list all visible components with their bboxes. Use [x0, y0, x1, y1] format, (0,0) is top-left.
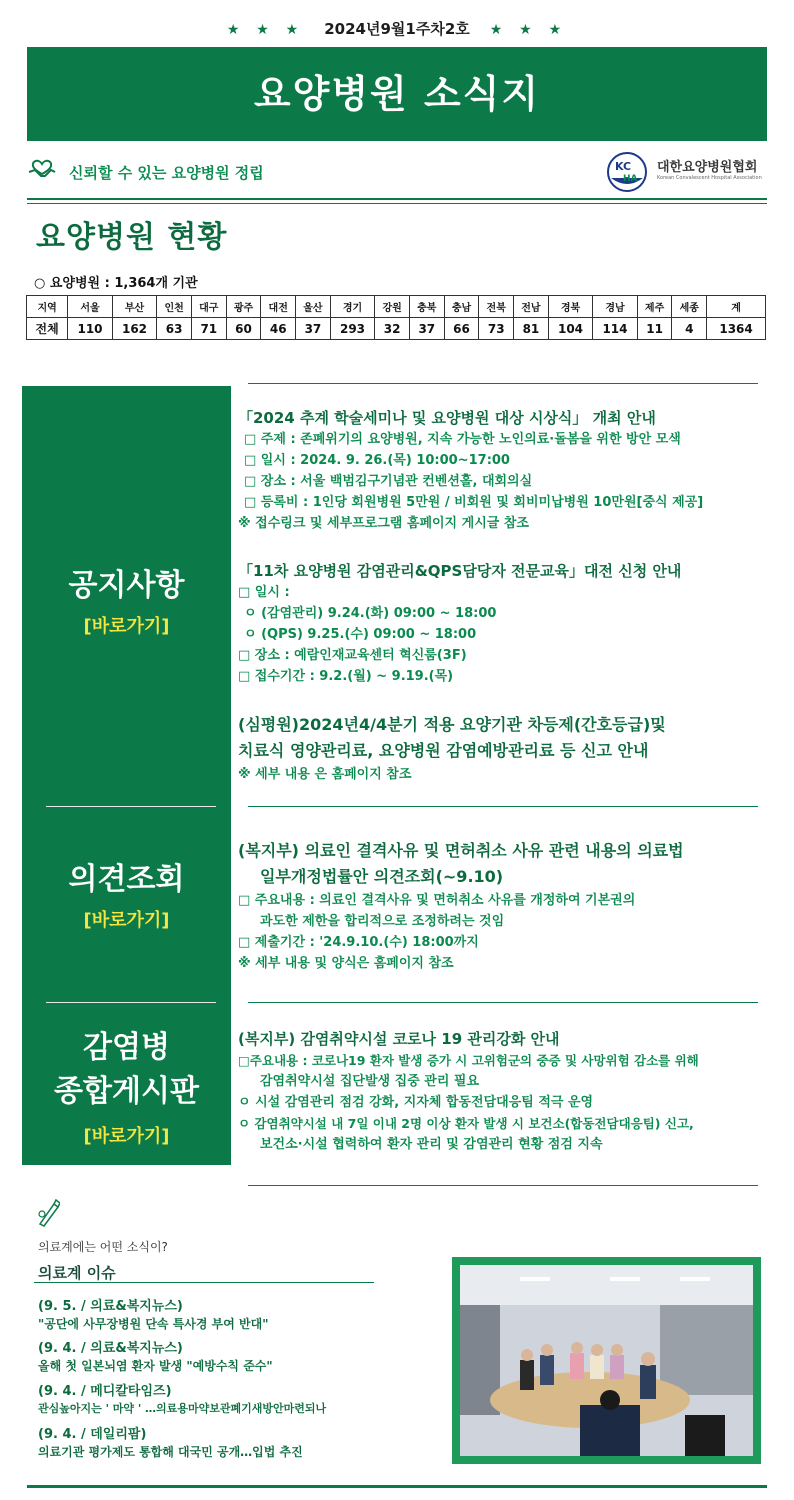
region-name: 경북 [548, 296, 592, 318]
news-source: (9. 5. / 의료&복지뉴스) [38, 1299, 183, 1314]
news-heading: 의료계 이슈 [38, 1264, 116, 1282]
region-name: 세종 [672, 296, 707, 318]
association-name: 대한요양병원협회 [657, 160, 758, 175]
region-count: 162 [112, 318, 156, 340]
notice-item-heading[interactable]: (심평원)2024년4/4분기 적용 요양기관 차등제(간호등급)및 [238, 715, 666, 734]
region-name: 인천 [157, 296, 192, 318]
notice-item-training [238, 560, 768, 687]
region-name: 울산 [296, 296, 331, 318]
region-header-label: 지역 [27, 296, 68, 318]
region-count: 73 [479, 318, 514, 340]
news-title[interactable]: 의료기관 평가제도 통합해 대국민 공개…입법 추진 [38, 1445, 303, 1459]
region-name: 경기 [330, 296, 374, 318]
motto-row [27, 150, 767, 198]
notice-item-line: □ 장소 : 예람인재교육센터 혁신룸(3F) [238, 648, 467, 663]
opinion-item-note: ※ 세부 내용 및 양식은 홈페이지 참조 [238, 956, 454, 971]
meeting-photo [460, 1265, 753, 1456]
opinion-item-line: 과도한 제한을 합리적으로 조정하려는 것임 [260, 914, 505, 929]
region-count-row [27, 318, 766, 340]
side-divider-1 [46, 806, 216, 807]
opinion-item-heading-2[interactable]: 일부개정법률안 의견조회(~9.10) [260, 867, 504, 886]
news-item[interactable] [38, 1383, 418, 1417]
infection-item-line: ㅇ 시설 감염관리 점검 강화, 지자체 합동전담대응팀 적극 운영 [238, 1095, 594, 1110]
notice-link[interactable]: [바로가기] [83, 616, 170, 637]
notice-item-note: ※ 세부 내용 은 홈페이지 참조 [238, 767, 412, 782]
notice-title: 공지사항 [68, 568, 185, 603]
region-name: 경남 [593, 296, 637, 318]
region-name: 서울 [68, 296, 112, 318]
news-item[interactable] [38, 1298, 418, 1332]
opinion-link[interactable]: [바로가기] [83, 910, 170, 931]
region-total-label: 전체 [27, 318, 68, 340]
infection-item-heading[interactable]: (복지부) 감염취약시설 코로나 19 관리강화 안내 [238, 1030, 560, 1048]
region-count: 66 [444, 318, 479, 340]
region-name: 대전 [261, 296, 296, 318]
region-count: 104 [548, 318, 592, 340]
notice-item-line: □ 일시 : 2024. 9. 26.(목) 10:00~17:00 [244, 453, 510, 468]
region-count: 63 [157, 318, 192, 340]
infection-title-line1: 감염병 [83, 1030, 170, 1065]
association-english-name: Korean Convalescent Hospital Association [657, 175, 762, 181]
region-name: 충남 [444, 296, 479, 318]
svg-text:HA: HA [623, 174, 638, 184]
region-count: 1364 [707, 318, 766, 340]
infection-item-line: ㅇ 감염취약시설 내 7일 이내 2명 이상 환자 발생 시 보건소(합동전담대응팀) 신고, [238, 1116, 694, 1131]
news-source: (9. 4. / 데일리팜) [38, 1427, 147, 1442]
infection-item-line: 보건소·시설 협력하여 환자 관리 및 감염관리 현황 점검 지속 [260, 1137, 603, 1152]
region-count: 114 [593, 318, 637, 340]
news-underline [34, 1282, 374, 1283]
notice-item-line: ㅇ (감염관리) 9.24.(화) 09:00 ~ 18:00 [244, 606, 497, 621]
region-name: 부산 [112, 296, 156, 318]
header-divider [27, 198, 767, 200]
footer-line [27, 1485, 767, 1488]
news-source: (9. 4. / 메디칼타임즈) [38, 1384, 172, 1399]
infection-item-line: □주요내용 : 코로나19 환자 발생 증가 시 고위험군의 중증 및 사망위험 감소를 위해 [238, 1053, 699, 1068]
infection-top-line [248, 1002, 758, 1003]
notice-item-heading[interactable]: 「2024 추계 학술세미나 및 요양병원 대상 시상식」 개최 안내 [238, 409, 656, 427]
region-name: 전북 [479, 296, 514, 318]
region-name: 전남 [514, 296, 549, 318]
opinion-title: 의견조회 [68, 862, 185, 897]
region-count: 110 [68, 318, 112, 340]
infection-bottom-line [248, 1185, 758, 1186]
infection-link[interactable]: [바로가기] [83, 1126, 170, 1147]
region-name: 제주 [637, 296, 672, 318]
region-name: 계 [707, 296, 766, 318]
notice-item-heading[interactable]: 「11차 요양병원 감염관리&QPS담당자 전문교육」대전 신청 안내 [238, 562, 682, 580]
notice-top-line [248, 383, 758, 384]
meeting-photo-frame [452, 1257, 761, 1464]
region-count: 32 [375, 318, 410, 340]
motto-text: 신뢰할 수 있는 요양병원 정립 [69, 164, 264, 182]
news-item[interactable] [38, 1426, 418, 1460]
section-sidebar [22, 386, 231, 1165]
news-source: (9. 4. / 의료&복지뉴스) [38, 1341, 183, 1356]
notice-item-line: □ 접수기간 : 9.2.(월) ~ 9.19.(목) [238, 669, 454, 684]
region-name: 대구 [191, 296, 226, 318]
issue-number: 2024년9월1주차2호 [324, 20, 470, 38]
svg-text:KC: KC [615, 160, 632, 173]
pen-icon [36, 1198, 60, 1228]
star-icons-right: ★ ★ ★ [489, 22, 568, 38]
opinion-item-heading[interactable]: (복지부) 의료인 결격사유 및 면허취소 사유 관련 내용의 의료법 [238, 841, 684, 860]
opinion-item-line: □ 주요내용 : 의료인 결격사유 및 면허취소 사유를 개정하여 기본권의 [238, 893, 636, 908]
news-title[interactable]: 관심높아지는 ' 마약 ' …의료용마약보관폐기새방안마련되나 [38, 1402, 327, 1415]
region-name: 강원 [375, 296, 410, 318]
notice-item-line: □ 주제 : 존폐위기의 요양병원, 지속 가능한 노인의료·돌봄을 위한 방안 모색 [244, 432, 681, 447]
newsletter-title: 요양병원 소식지 [27, 47, 767, 141]
news-kicker: 의료계에는 어떤 소식이? [38, 1240, 168, 1254]
news-item[interactable] [38, 1340, 418, 1374]
notice-item-heading-2[interactable]: 치료식 영양관리료, 요양병원 감염예방관리료 등 신고 안내 [238, 741, 649, 760]
region-header-row [27, 296, 766, 318]
notice-item-seminar [238, 407, 768, 534]
region-count: 46 [261, 318, 296, 340]
region-name: 충북 [409, 296, 444, 318]
notice-item-line: ㅇ (QPS) 9.25.(수) 09:00 ~ 18:00 [244, 627, 477, 642]
handshake-heart-icon [27, 158, 57, 182]
region-count: 81 [514, 318, 549, 340]
region-name: 광주 [226, 296, 261, 318]
opinion-item [238, 838, 768, 974]
side-divider-2 [46, 1002, 216, 1003]
notice-item-note: ※ 접수링크 및 세부프로그램 홈페이지 게시글 참조 [238, 516, 529, 531]
region-count: 71 [191, 318, 226, 340]
region-count: 4 [672, 318, 707, 340]
opinion-top-line [248, 806, 758, 807]
status-title: 요양병원 현황 [36, 220, 228, 255]
status-summary: ○ 요양병원 : 1,364개 기관 [34, 276, 198, 291]
region-count: 37 [296, 318, 331, 340]
news-title[interactable]: 올해 첫 일본뇌염 환자 발생 "예방수칙 준수" [38, 1359, 273, 1373]
notice-item-line: □ 일시 : [238, 585, 290, 600]
star-icons-left: ★ ★ ★ [226, 22, 305, 38]
infection-item [238, 1028, 768, 1155]
infection-item-line: 감염취약시설 집단발생 집중 관리 필요 [260, 1074, 480, 1089]
notice-item-line: □ 등록비 : 1인당 회원병원 5만원 / 비회원 및 회비미납병원 10만원[중식 제공] [244, 495, 704, 510]
region-count: 37 [409, 318, 444, 340]
notice-item-line: □ 장소 : 서울 백범김구기념관 컨벤션홀, 대회의실 [244, 474, 533, 489]
association-logo-icon [605, 152, 649, 192]
region-count: 293 [330, 318, 374, 340]
issue-line [0, 18, 794, 39]
infection-title-line2: 종합게시판 [54, 1074, 199, 1109]
opinion-item-line: □ 제출기간 : '24.9.10.(수) 18:00까지 [238, 935, 479, 950]
notice-item-hira [238, 712, 768, 785]
news-title[interactable]: "공단에 사무장병원 단속 특사경 부여 반대" [38, 1317, 269, 1331]
region-table [26, 295, 766, 340]
region-count: 11 [637, 318, 672, 340]
region-count: 60 [226, 318, 261, 340]
header-divider-thin [27, 203, 767, 204]
